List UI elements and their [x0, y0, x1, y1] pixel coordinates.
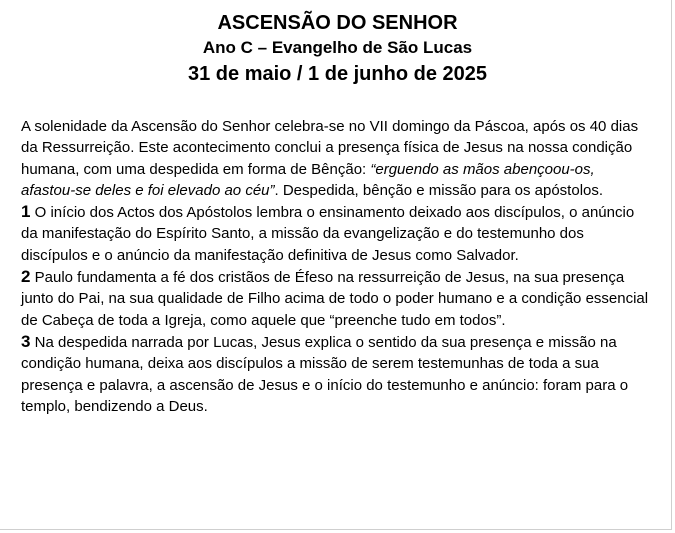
point-paragraph-1: [21, 201, 651, 266]
point-number-2: 2: [21, 267, 31, 287]
page-subtitle: Ano C – Evangelho de São Lucas: [202, 38, 473, 57]
intro-paragraph: [21, 116, 651, 201]
page-title: ASCENSÃO DO SENHOR: [217, 12, 458, 34]
point-paragraph-2: [21, 266, 651, 331]
point-number-3: 3: [21, 331, 31, 351]
intro-quote: “erguendo as mãos abençoou-os, afastou-se deles e foi elevado ao céu”: [21, 160, 595, 199]
document-header: [0, 10, 675, 88]
point-text-3: Na despedida narrada por Lucas, Jesus explica o sentido da sua presença e missão na condição humana, deixa aos discípulos a missão de serem testemunhas de toda a sua presença e palavra, a ascensão de Jesus e o início do testemunho e anúncio: foram para o templo, bendizendo a Deus.: [21, 333, 629, 415]
point-paragraph-3: [21, 331, 651, 417]
intro-text-end: . Despedida, bênção e missão para os apóstolos.: [274, 181, 604, 199]
document-body: [21, 116, 651, 417]
point-number-1: 1: [21, 202, 31, 222]
point-text-1: O início dos Actos dos Apóstolos lembra o ensinamento deixado aos discípulos, o anúncio da manifestação do Espírito Santo, a missão da evangelização e do testemunho dos discípulos e o anúncio da manifestação definitiva de Jesus como Salvador.: [21, 204, 635, 264]
page-date: 31 de maio / 1 de junho de 2025: [188, 63, 487, 85]
point-text-2: Paulo fundamenta a fé dos cristãos de Éfeso na ressurreição de Jesus, na sua presença junto do Pai, na sua qualidade de Filho acima de todo o poder humano e a condição essencial de Cabeça de toda a Igreja, como aquele que “preenche tudo em todos”.: [21, 269, 649, 329]
intro-text: A solenidade da Ascensão do Senhor celebra-se no VII domingo da Páscoa, após os 40 dias da Ressurreição. Este acontecimento conclui a presença física de Jesus na nossa condição humana, com uma despedida em forma de Bênção:: [21, 118, 639, 178]
